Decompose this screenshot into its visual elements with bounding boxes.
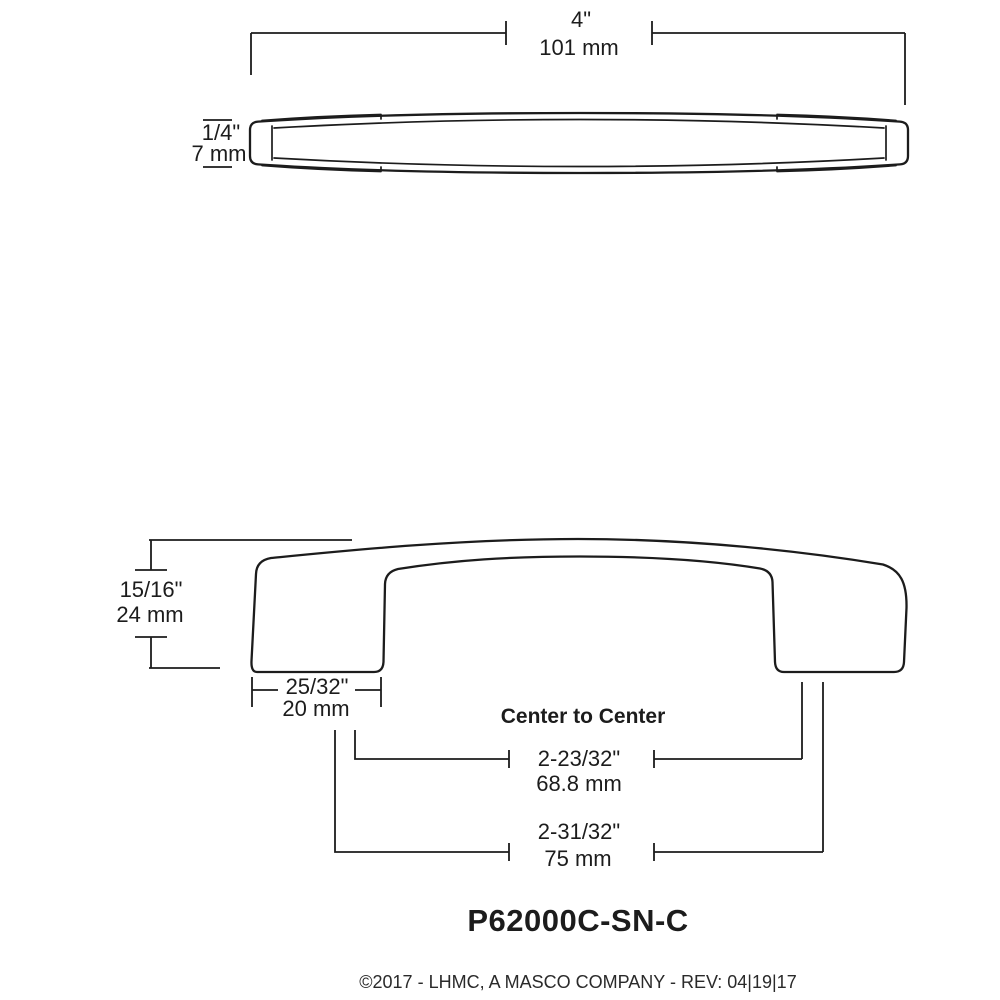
length-dimension xyxy=(251,7,905,105)
length-mm-text: 101 mm xyxy=(539,35,619,60)
foot-width-dimension xyxy=(252,674,381,721)
side-view xyxy=(251,539,906,672)
top-left-tab xyxy=(262,115,381,121)
thickness-dimension xyxy=(192,120,247,167)
top-view xyxy=(250,113,908,173)
c2c-secondary-mm-text: 75 mm xyxy=(544,846,612,871)
part-number: P62000C-SN-C xyxy=(467,903,689,938)
bottom-left-tab xyxy=(262,166,381,172)
thickness-mm-text: 7 mm xyxy=(191,141,247,166)
center-to-center-dimensions xyxy=(335,682,823,871)
c2c-secondary-inches-text: 2-31/32" xyxy=(537,819,621,844)
height-dimension xyxy=(116,540,352,668)
c2c-primary-inches-text: 2-23/32" xyxy=(537,746,621,771)
foot-inches-text: 25/32" xyxy=(285,674,349,699)
length-dim-lines xyxy=(251,21,905,105)
foot-mm-text: 20 mm xyxy=(282,696,350,721)
top-inner-chamfer xyxy=(274,120,884,129)
side-view-outline xyxy=(251,539,906,672)
center-to-center-label: Center to Center xyxy=(500,705,666,728)
thickness-inches-text: 1/4" xyxy=(201,120,241,145)
height-mm-text: 24 mm xyxy=(116,602,184,627)
copyright-footer: ©2017 - LHMC, A MASCO COMPANY - REV: 04|19|17 xyxy=(359,972,797,992)
top-view-outline xyxy=(250,113,908,173)
bottom-right-tab xyxy=(777,166,896,172)
bottom-inner-chamfer xyxy=(274,158,884,167)
height-inches-text: 15/16" xyxy=(119,577,183,602)
c2c-primary-mm-text: 68.8 mm xyxy=(536,771,622,796)
length-inches-text: 4" xyxy=(570,7,592,32)
top-right-tab xyxy=(777,115,896,121)
